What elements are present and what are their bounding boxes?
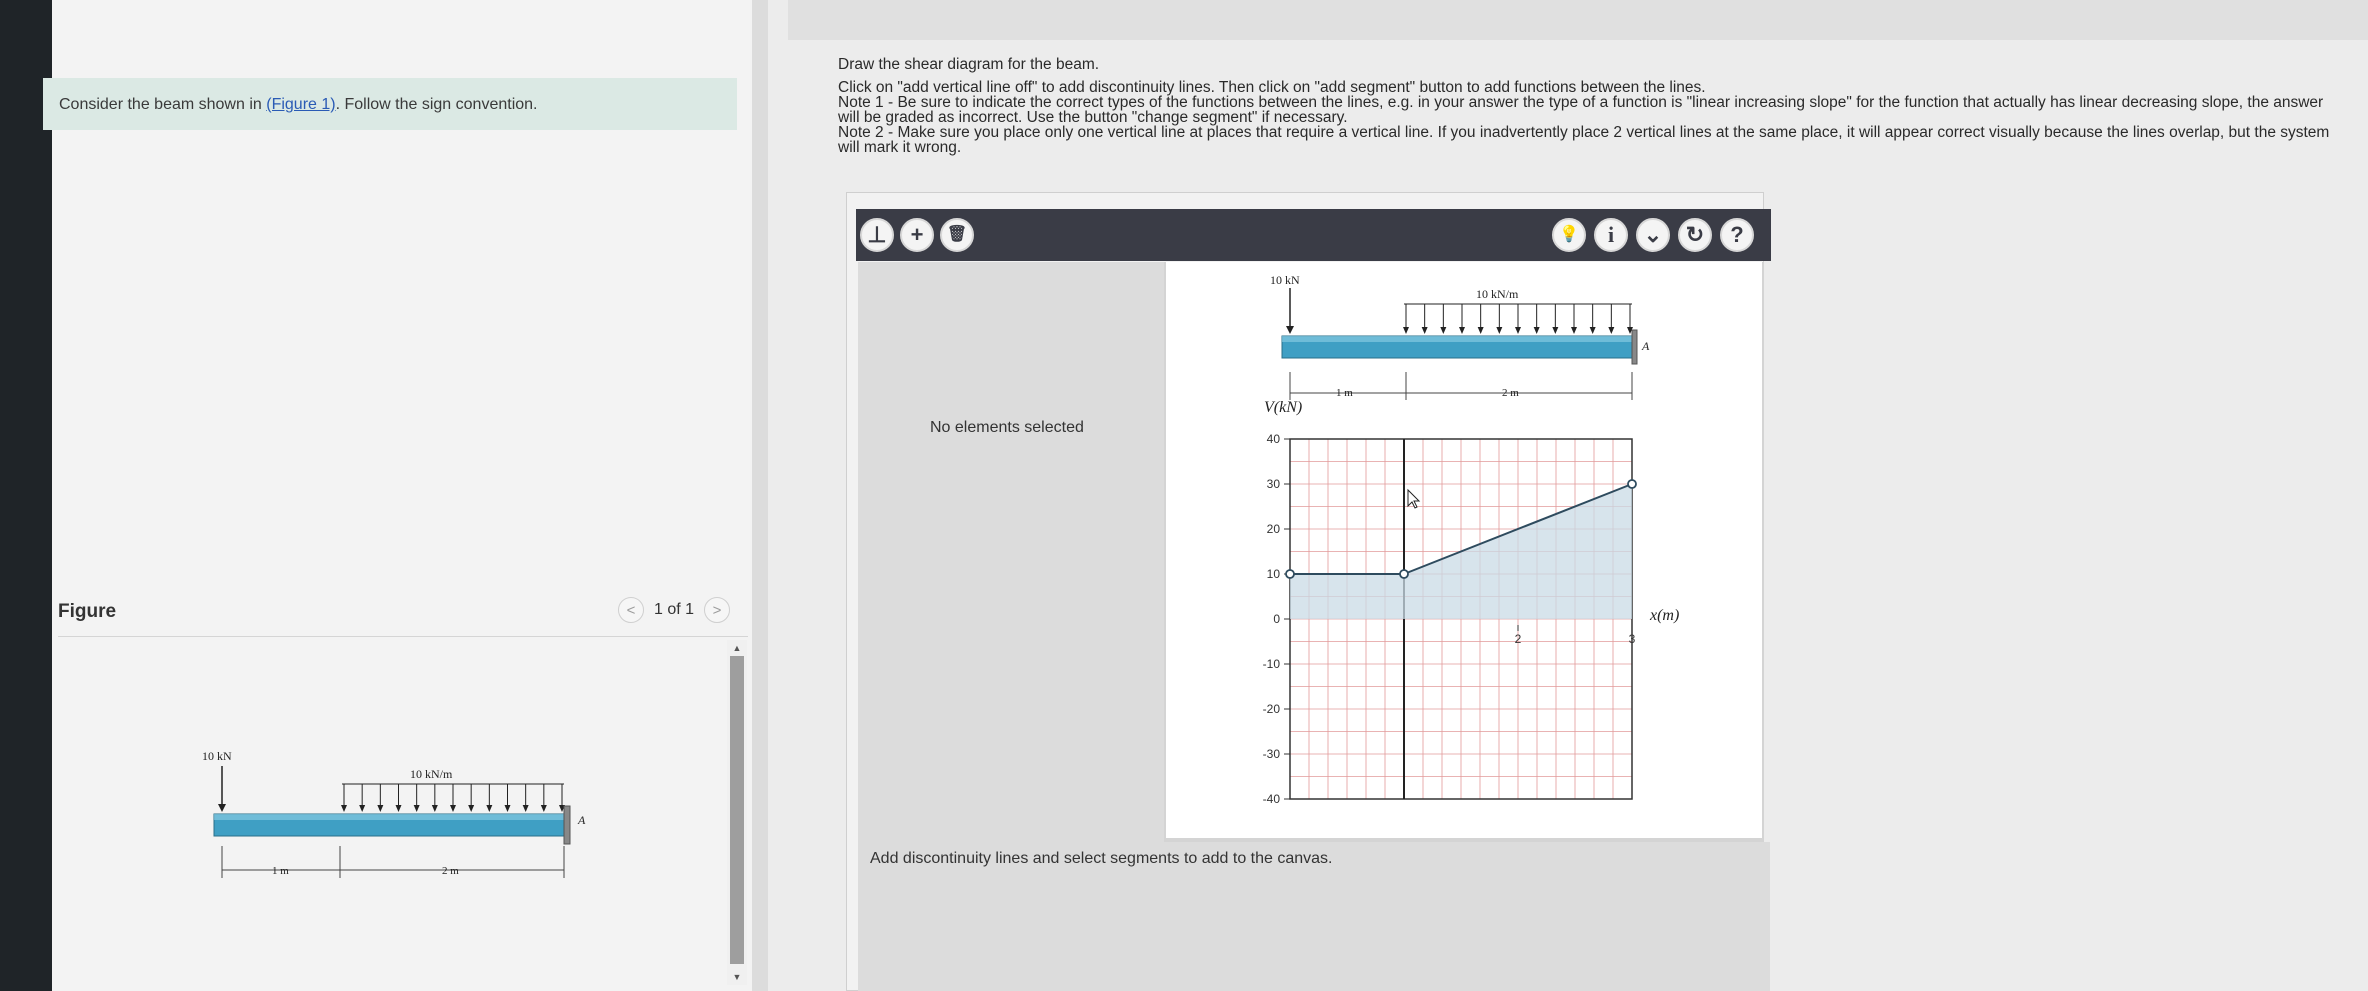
figure-dist-load-arrowhead (377, 805, 383, 812)
segment-area (1290, 574, 1404, 619)
canvas-dist-load-arrowhead (1496, 327, 1502, 334)
figure-point-load-label: 10 kN (202, 749, 232, 763)
more-button[interactable] (1636, 218, 1670, 252)
figure-dist-load-arrowhead (396, 805, 402, 812)
figure-dist-load-arrowhead (468, 805, 474, 812)
y-tick-label: 30 (1266, 477, 1280, 491)
figure-dist-load-arrowhead (450, 805, 456, 812)
help-button[interactable] (1720, 218, 1754, 252)
canvas-dist-load-label: 10 kN/m (1476, 287, 1519, 301)
scroll-up-icon[interactable]: ▲ (732, 643, 742, 653)
lightbulb-icon: 💡 (1559, 226, 1579, 243)
question-prefix: Consider the beam shown in (59, 96, 267, 113)
figure-dist-load-arrowhead (432, 805, 438, 812)
x-tick-label: 2 (1514, 632, 1522, 646)
figure-dist-load-arrowhead (359, 805, 365, 812)
instruction-note-1: Note 1 - Be sure to indicate the correct types of the functions between the lines, e.g. in your answer the type of a function is "linear increasing slope" for the function that actually has linear decreasing slope, the answer will be graded as incorrect. Use the button "change segment" if necessary. (838, 94, 2324, 126)
segment-endpoint-handle[interactable] (1286, 570, 1294, 578)
instruction-note-2: Note 2 - Make sure you place only one vertical line at places that require a vertical line. If you inadvertently place 2 vertical lines at the same place, it will appear correct visually because the lines overlap, but the system will mark it wrong. (838, 124, 2330, 156)
panel-divider (752, 0, 768, 991)
delete-button[interactable] (940, 218, 974, 252)
figure-title: Figure (58, 601, 117, 622)
chevron-left-icon[interactable]: < (618, 597, 644, 623)
point-load-arrowhead (218, 804, 226, 812)
window-edge (0, 0, 52, 991)
scroll-down-icon[interactable]: ▼ (732, 972, 742, 982)
scroll-thumb[interactable] (730, 656, 744, 964)
question-suffix: . Follow the sign convention. (335, 96, 538, 113)
y-tick-label: 0 (1273, 612, 1280, 626)
divider (58, 636, 748, 637)
y-tick-label: 20 (1266, 522, 1280, 536)
plus-icon: + (910, 222, 924, 247)
vertical-line-plus-icon: ⊥ (867, 222, 887, 247)
info-button[interactable] (1594, 218, 1628, 252)
y-tick-label: 40 (1266, 432, 1280, 446)
canvas-dist-load-arrowhead (1534, 327, 1540, 334)
canvas-dist-load-arrowhead (1608, 327, 1614, 334)
shear-diagram-canvas[interactable] (1166, 262, 1762, 838)
canvas-dist-load-arrowhead (1552, 327, 1558, 334)
canvas-dist-load-arrowhead (1515, 327, 1521, 334)
canvas-dist-load-arrowhead (1571, 327, 1577, 334)
figure-dim-1: 1 m (272, 865, 289, 877)
dist-load-arrows (341, 784, 565, 812)
x-axis-label: x(m) (1650, 607, 1680, 624)
figure-dist-load-arrowhead (523, 805, 529, 812)
canvas-dist-load-arrowhead (1403, 327, 1409, 334)
canvas-dist-load-arrowhead (1590, 327, 1596, 334)
x-tick-label: 3 (1628, 632, 1636, 646)
figure-dist-load-label: 10 kN/m (410, 767, 453, 781)
canvas-fixed-support (1632, 330, 1637, 364)
y-tick-label: -30 (1262, 747, 1280, 761)
canvas-support-label: A (1642, 339, 1650, 353)
instruction-title: Draw the shear diagram for the beam. (838, 56, 1100, 73)
reset-button[interactable] (1678, 218, 1712, 252)
figure-beam-diagram (180, 740, 600, 890)
canvas-dim-2: 2 m (1502, 387, 1519, 399)
fixed-support (564, 806, 570, 844)
canvas-point-load-label: 10 kN (1270, 273, 1300, 287)
drawing-toolbar (856, 209, 1771, 261)
chevron-down-icon: ⌄ (1643, 222, 1663, 247)
y-tick-label: -10 (1262, 657, 1280, 671)
canvas-dist-load-arrowhead (1459, 327, 1465, 334)
y-axis-label: V(kN) (1264, 399, 1303, 416)
canvas-point-load-arrowhead (1286, 326, 1294, 334)
figure-dist-load-arrowhead (541, 805, 547, 812)
header-strip (788, 0, 2368, 40)
status-text: Add discontinuity lines and select segments to add to the canvas. (870, 850, 1333, 867)
y-tick-label: 10 (1266, 567, 1280, 581)
beam-highlight (214, 814, 564, 820)
pager-label: 1 of 1 (654, 601, 695, 618)
figure-link[interactable]: (Figure 1) (266, 96, 336, 113)
canvas-beam-highlight (1282, 336, 1632, 342)
y-tick-label: -40 (1262, 792, 1280, 806)
canvas-dist-load-arrowhead (1422, 327, 1428, 334)
figure-support-label: A (578, 813, 586, 827)
canvas-dist-load-arrows (1403, 304, 1633, 334)
help-icon: ? (1730, 222, 1744, 247)
add-segment-button[interactable] (900, 218, 934, 252)
figure-dist-load-arrowhead (505, 805, 511, 812)
y-tick-label: -20 (1262, 702, 1280, 716)
figure-dist-load-arrowhead (414, 805, 420, 812)
figure-pager (618, 597, 730, 623)
info-icon: i (1607, 222, 1615, 247)
y-tick-labels (1263, 432, 1290, 806)
instruction-line: Click on "add vertical line off" to add discontinuity lines. Then click on "add segment" button to add functions between the lines. (838, 79, 1706, 96)
segment-endpoint-handle[interactable] (1400, 570, 1408, 578)
chevron-right-icon[interactable]: > (704, 597, 730, 623)
question-text (43, 78, 737, 130)
properties-panel (858, 262, 1164, 842)
figure-dim-2: 2 m (442, 865, 459, 877)
figure-dist-load-arrowhead (341, 805, 347, 812)
instruction-body (838, 80, 2338, 155)
canvas-dist-load-arrowhead (1440, 327, 1446, 334)
segment-endpoint-handle[interactable] (1628, 480, 1636, 488)
canvas-dim-1: 1 m (1336, 387, 1353, 399)
figure-dist-load-arrowhead (486, 805, 492, 812)
figure-scrollbar[interactable] (727, 640, 747, 985)
no-selection-text: No elements selected (930, 419, 1084, 436)
add-vertical-line-button[interactable] (860, 218, 894, 252)
reset-icon: ↻ (1685, 222, 1705, 247)
trash-icon: 🗑 (946, 226, 968, 243)
hint-button[interactable] (1552, 218, 1586, 252)
canvas-dist-load-arrowhead (1478, 327, 1484, 334)
